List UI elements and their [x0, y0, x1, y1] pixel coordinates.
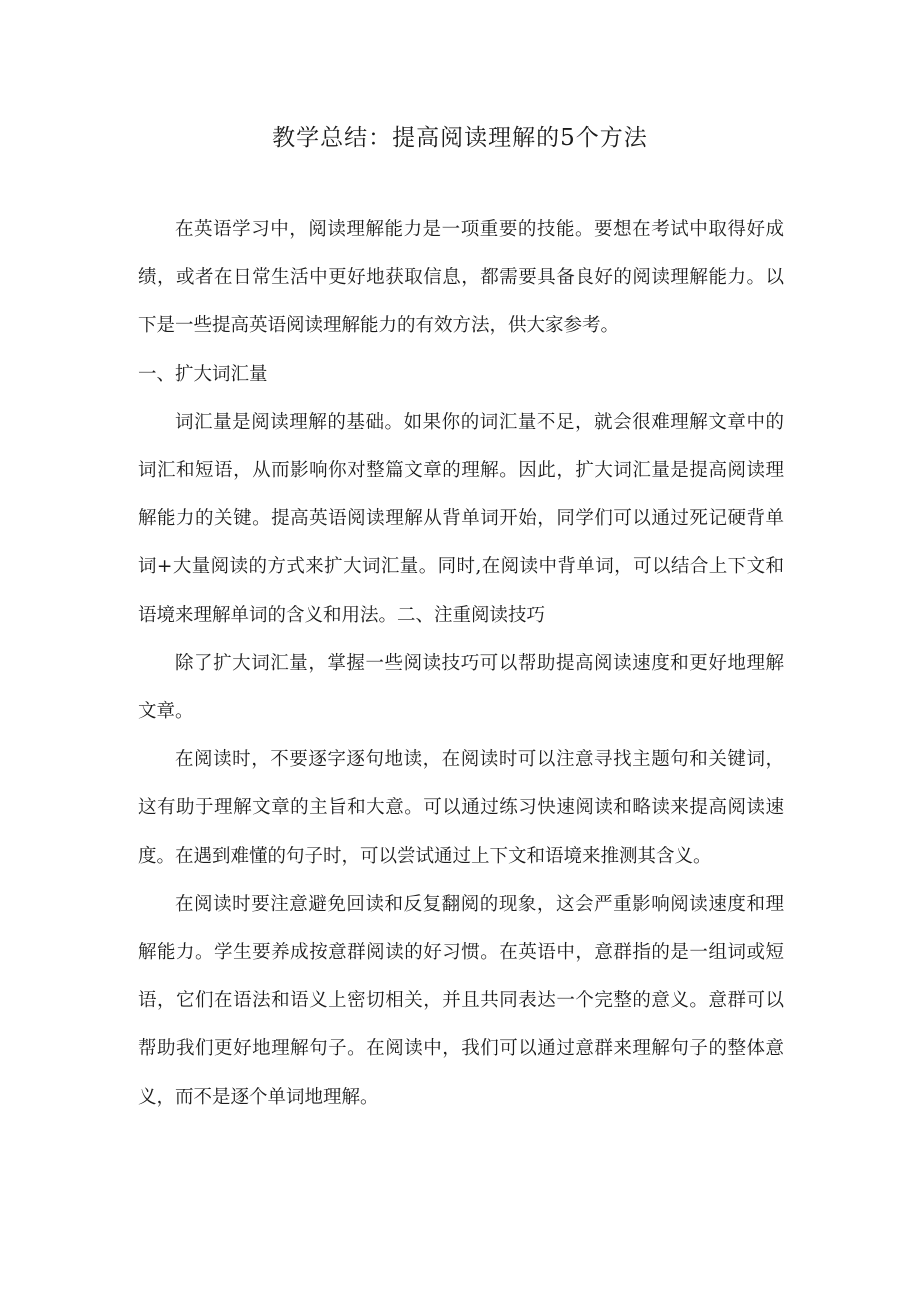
section-heading-vocabulary: 一、扩大词汇量 [138, 363, 268, 385]
skills-paragraph-1: 在阅读时，不要逐字逐句地读，在阅读时可以注意寻找主题句和关键词，这有助于理解文章的主旨和大意。可以通过练习快速阅读和略读来提高阅读速度。在遇到难懂的句子时，可以尝试通过上下文和语境来推测其含义。 [138, 749, 784, 867]
vocabulary-paragraph: 词汇量是阅读理解的基础。如果你的词汇量不足，就会很难理解文章中的词汇和短语，从而影响你对整篇文章的理解。因此，扩大词汇量是提高阅读理解能力的关键。提高英语阅读理解从背单词开始，同学们可以通过死记硬背单词+大量阅读的方式来扩大词汇量。同时,在阅读中背单词，可以结合上下文和语境来理解单词的含义和用法。二、注重阅读技巧 [138, 411, 784, 626]
intro-paragraph: 在英语学习中，阅读理解能力是一项重要的技能。要想在考试中取得好成绩，或者在日常生活中更好地获取信息，都需要具备良好的阅读理解能力。以下是一些提高英语阅读理解能力的有效方法，供大家参考。 [138, 219, 784, 337]
skills-intro-paragraph: 除了扩大词汇量，掌握一些阅读技巧可以帮助提高阅读速度和更好地理解文章。 [138, 652, 784, 723]
document-title: 教学总结：提高阅读理解的5个方法 [272, 125, 648, 151]
document-body [138, 206, 784, 1122]
skills-paragraph-2: 在阅读时要注意避免回读和反复翻阅的现象，这会严重影响阅读速度和理解能力。学生要养成按意群阅读的好习惯。在英语中，意群指的是一组词或短语，它们在语法和语义上密切相关，并且共同表达一个完整的意义。意群可以帮助我们更好地理解句子。在阅读中，我们可以通过意群来理解句子的整体意义，而不是逐个单词地理解。 [138, 893, 784, 1108]
